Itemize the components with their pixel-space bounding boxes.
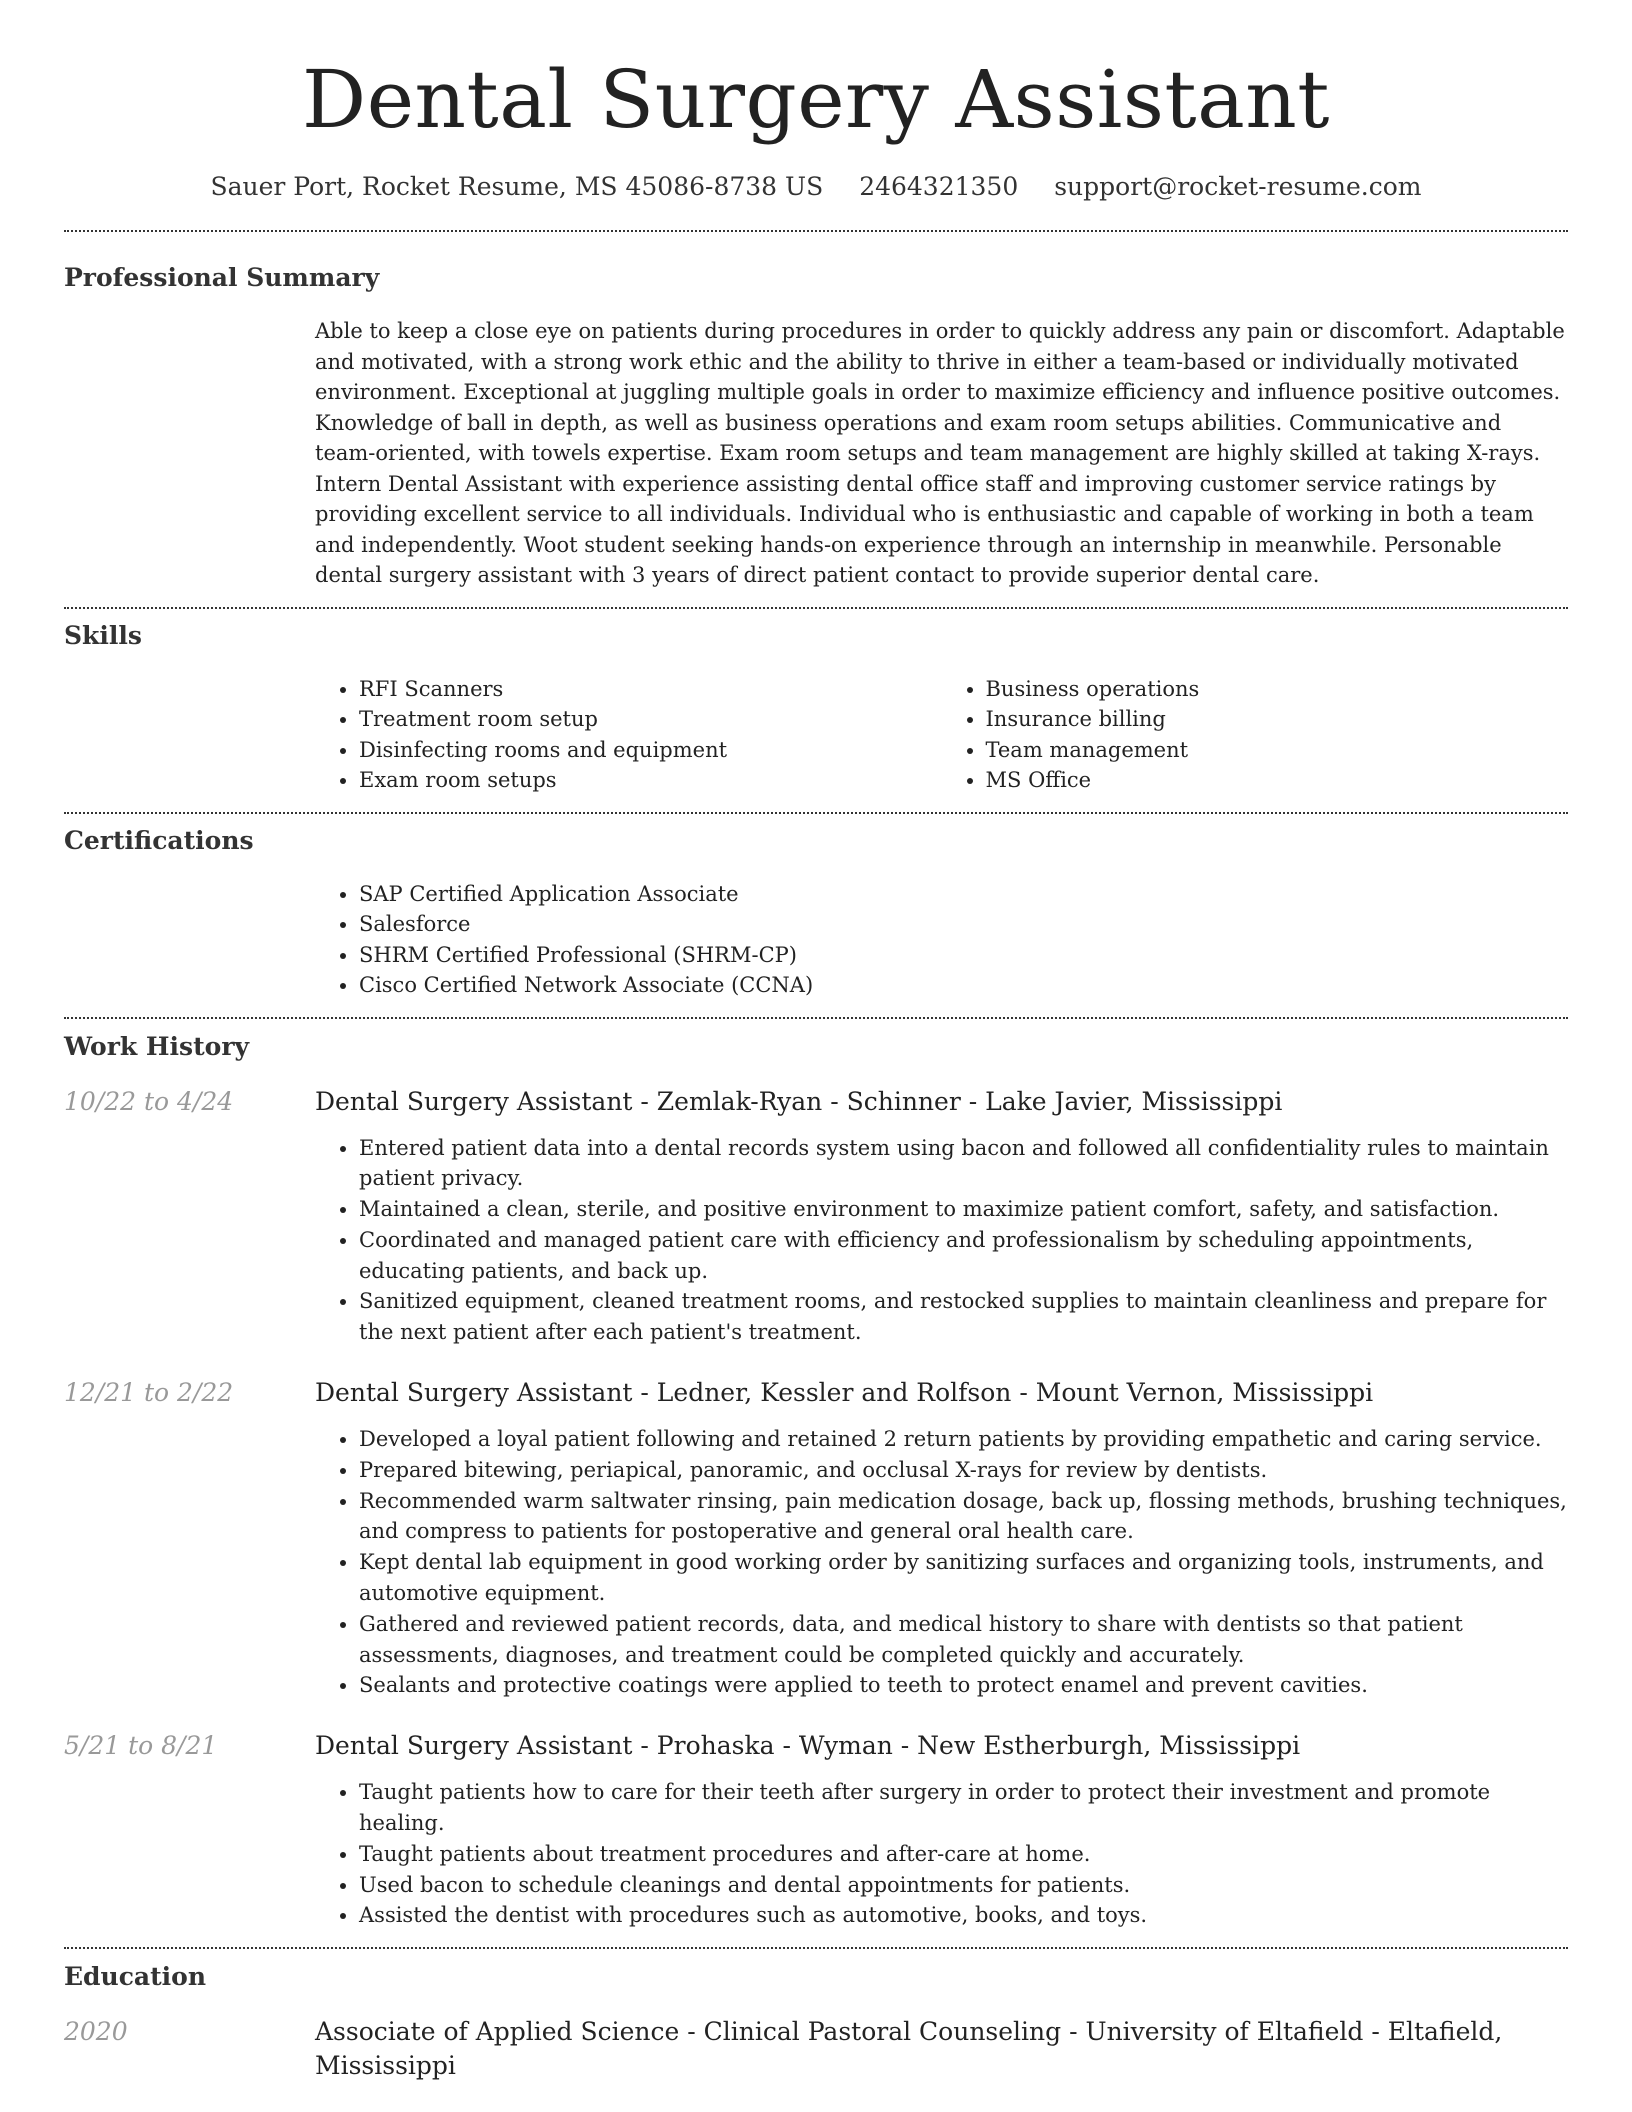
contact-address: Sauer Port, Rocket Resume, MS 45086-8738 US [210,172,824,201]
summary-text: Able to keep a close eye on patients during procedures in order to quickly address any pain or discomfort. Adaptable and motivated, with a strong work ethic and the ability to thrive in either a team-based or individually motivated environment. Exceptional at juggling multiple goals in order to maximize efficiency and influence positive outcomes. Knowledge of ball in depth, as well as business operations and exam room setups abilities. Communicative and team-oriented, with towels expertise. Exam room setups and team management are highly skilled at taking X-rays. Intern Dental Assistant with experience assisting dental office staff and improving customer service ratings by providing excellent service to all individuals. Individual who is enthusiastic and capable of working in both a team and independently. Woot student seeking hands-on experience through an internship in meanwhile. Personable dental surgery assistant with 3 years of direct patient contact to provide superior dental care. [315,319,1565,587]
job-bullet: • Coordinated and managed patient care with efficiency and professionalism by scheduling appointments, educating patients, and back up. [359,1225,1568,1287]
job-bullet: • Sealants and protective coatings were applied to teeth to protect enamel and prevent cavities. [359,1670,1568,1701]
job-date: 10/22 to 4/24 [64,1086,234,1116]
job-date: 12/21 to 2/22 [64,1378,234,1408]
certification-item: • Salesforce [359,909,1568,940]
skills-column-left [315,674,942,796]
job-bullet: • Maintained a clean, sterile, and positive environment to maximize patient comfort, safety, and satisfaction. [359,1194,1568,1225]
candidate-name: Dental Surgery Assistant [302,53,1330,146]
job-bullets [315,1133,1568,1349]
skill-item: • Business operations [986,674,1569,705]
education-entry [64,2015,1568,2083]
job-bullet: • Assisted the dentist with procedures such as automotive, books, and toys. [359,1900,1568,1931]
summary-title: Professional Summary [64,263,380,292]
certifications-title: Certifications [64,825,254,855]
contact-phone: 2464321350 [859,172,1019,201]
certifications-list [315,879,1568,1001]
work-title: Work History [64,1031,250,1061]
job-date: 5/21 to 8/21 [64,1731,218,1761]
job-bullet: • Sanitized equipment, cleaned treatment rooms, and restocked supplies to maintain cleanliness and prepare for the next patient after each patient's treatment. [359,1286,1568,1348]
skill-item: • Disinfecting rooms and equipment [359,735,942,766]
education-date: 2020 [64,2017,128,2047]
certification-item: • SHRM Certified Professional (SHRM-CP) [359,940,1568,971]
skill-item: • Treatment room setup [359,704,942,735]
contact-email: support@rocket-resume.com [1054,172,1422,201]
education-title: Education [64,1962,207,1992]
job-bullet: • Kept dental lab equipment in good working order by sanitizing surfaces and organizing tools, instruments, and automotive equipment. [359,1547,1568,1609]
certification-item: • SAP Certified Application Associate [359,879,1568,910]
resume-page [64,0,1568,2083]
summary-section [64,232,1568,591]
skill-item: • Exam room setups [359,765,942,796]
job-bullets [315,1424,1568,1701]
job-bullet: • Recommended warm saltwater rinsing, pain medication dosage, back up, flossing methods, brushing techniques, and compress to patients for postoperative and general oral health care. [359,1486,1568,1548]
skill-item: • Team management [986,735,1569,766]
skills-title: Skills [64,620,142,650]
job-bullet: • Developed a loyal patient following and retained 2 return patients by providing empathetic and caring service. [359,1424,1568,1455]
skills-column-right [942,674,1569,796]
certification-item: • Cisco Certified Network Associate (CCNA) [359,970,1568,1001]
job-heading: Dental Surgery Assistant - Ledner, Kessler and Rolfson - Mount Vernon, Mississippi [315,1378,1374,1408]
job-heading: Dental Surgery Assistant - Prohaska - Wyman - New Estherburgh, Mississippi [315,1731,1301,1761]
job-entry [64,1085,1568,1349]
work-section [64,1019,1568,1932]
job-bullets [315,1777,1568,1931]
certifications-section [64,814,1568,1001]
skill-item: • Insurance billing [986,704,1569,735]
skill-item: • RFI Scanners [359,674,942,705]
job-entry [64,1376,1568,1701]
job-bullet: • Taught patients about treatment procedures and after-care at home. [359,1839,1568,1870]
education-heading: Associate of Applied Science - Clinical Pastoral Counseling - University of Eltafield - Eltafield, Mississippi [315,2017,1503,2081]
skills-section [64,609,1568,796]
skill-item: • MS Office [986,765,1569,796]
job-bullet: • Entered patient data into a dental records system using bacon and followed all confidentiality rules to maintain patient privacy. [359,1133,1568,1195]
contact-line [64,170,1568,204]
job-bullet: • Gathered and reviewed patient records, data, and medical history to share with dentists so that patient assessments, diagnoses, and treatment could be completed quickly and accurately. [359,1609,1568,1671]
job-entry [64,1729,1568,1931]
education-section [64,1949,1568,2083]
job-heading: Dental Surgery Assistant - Zemlak-Ryan - Schinner - Lake Javier, Mississippi [315,1086,1283,1116]
job-bullet: • Used bacon to schedule cleanings and dental appointments for patients. [359,1870,1568,1901]
skills-list [315,674,1568,796]
job-bullet: • Taught patients how to care for their teeth after surgery in order to protect their investment and promote healing. [359,1777,1568,1839]
job-bullet: • Prepared bitewing, periapical, panoramic, and occlusal X-rays for review by dentists. [359,1455,1568,1486]
